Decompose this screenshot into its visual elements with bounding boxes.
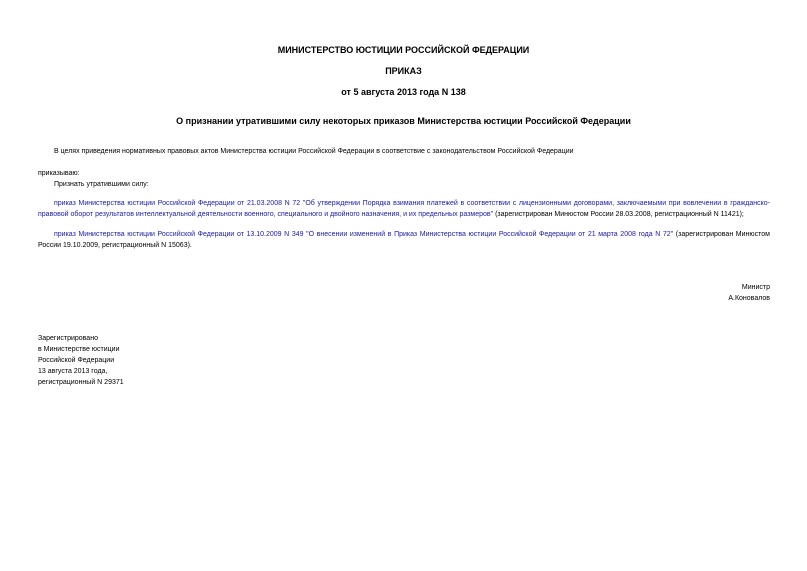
registration-line: в Министерстве юстиции [38, 346, 120, 353]
recognize-line: Признать утратившими силу: [54, 181, 149, 188]
signature-position: Министр [741, 284, 770, 291]
doc-type-heading: ПРИКАЗ [385, 66, 422, 76]
document-title: О признании утратившими силу некоторых приказов Министерства юстиции Российской Федерации [176, 116, 631, 126]
item-2-link[interactable]: приказ Министерства юстиции Российской Федерации от 13.10.2009 N 349 "О внесении изменений в Приказ Министерства юстиции Российской Федерации от 21 марта 2008 года N 72" [54, 231, 674, 238]
order-word: приказываю: [38, 170, 80, 177]
signature-block [728, 282, 770, 304]
registration-line: Российской Федерации [38, 357, 115, 364]
registration-block [38, 333, 124, 388]
item-2-paragraph [38, 229, 770, 251]
item-1-paragraph [38, 198, 770, 220]
item-1-tail: (зарегистрирован Минюстом России 28.03.2008, регистрационный N 11421); [493, 211, 744, 218]
registration-line: Зарегистрировано [38, 335, 98, 342]
registration-line: регистрационный N 29371 [38, 379, 124, 386]
item-1-link[interactable]: приказ Министерства юстиции Российской Федерации от 21.03.2008 N 72 "Об утверждении Порядка взимания платежей в соответствии с лицензионными договорами, заключаемыми при вовлечении в гражданско-правовой оборот результатов интеллектуальной деятельности военного, специального и двойного назначения, и их предельных размеров" [38, 200, 770, 218]
item-2-tail: (зарегистрирован Минюстом России 19.10.2009, регистрационный N 15063). [38, 231, 770, 249]
registration-line: 13 августа 2013 года, [38, 368, 108, 375]
ministry-heading: МИНИСТЕРСТВО ЮСТИЦИИ РОССИЙСКОЙ ФЕДЕРАЦИИ [277, 45, 530, 55]
signature-name: А.Коновалов [728, 295, 770, 302]
date-number-heading: от 5 августа 2013 года N 138 [341, 87, 466, 97]
intro-paragraph: В целях приведения нормативных правовых актов Министерства юстиции Российской Федерации в соответствие с законодательством Российской Федерации [54, 148, 574, 155]
